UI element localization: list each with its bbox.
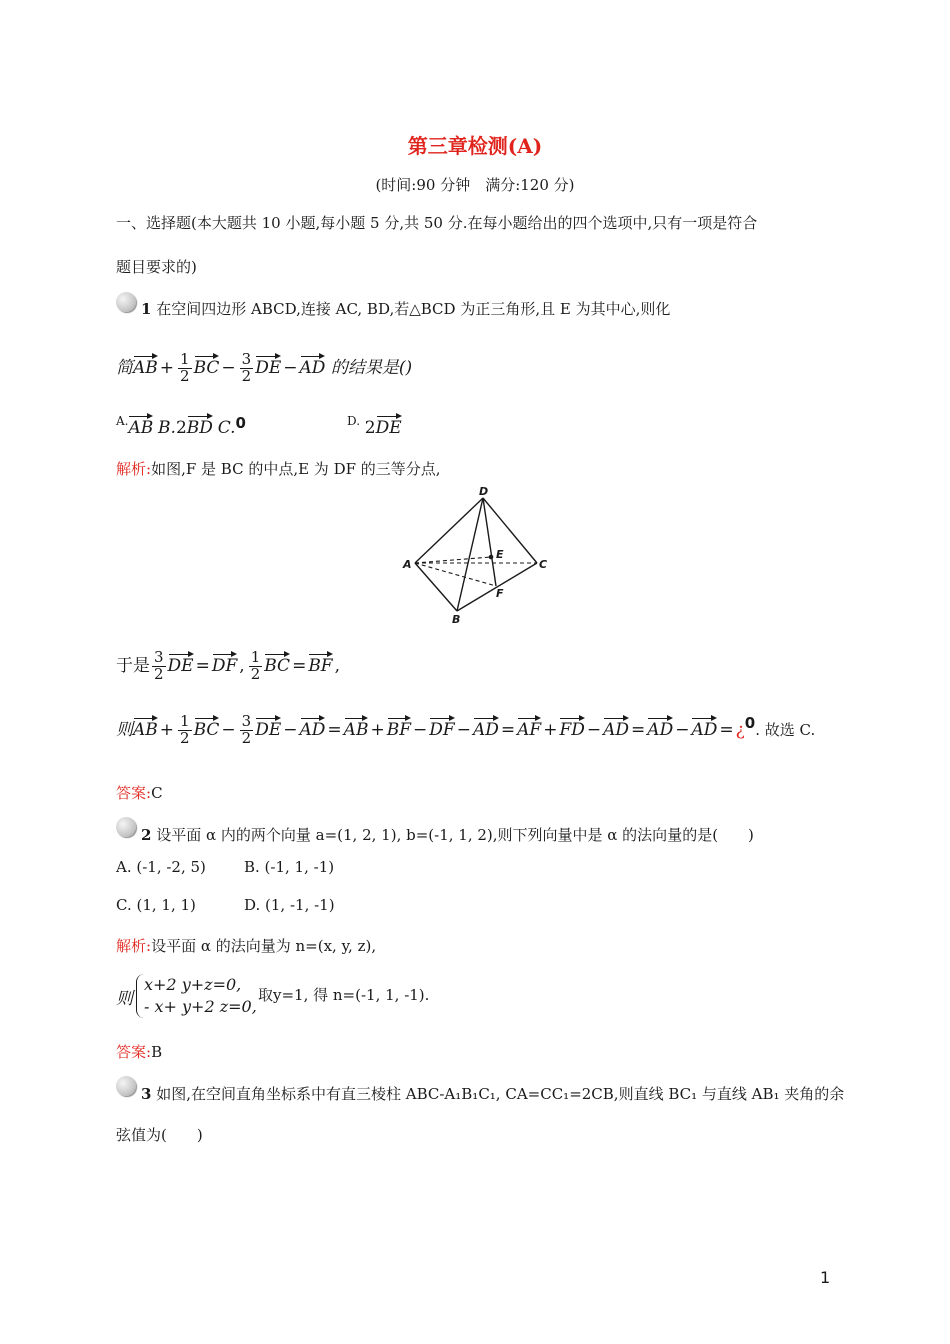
fraction-three-halves: $\frac{3}{2}$: [241, 350, 252, 385]
q2-option-d: D. (1, -1, -1): [244, 896, 335, 914]
vector-bf: BF: [308, 652, 332, 676]
section-heading: 一、选择题(本大题共 10 小题,每小题 5 分,共 50 分.在每小题给出的四个选项中,只有一项是符合: [116, 214, 758, 232]
expr-suffix: 的结果是(): [330, 357, 413, 378]
question-number: 3: [141, 1085, 152, 1103]
comma: ,: [239, 655, 245, 676]
vector-bc: BC: [264, 652, 290, 676]
conclusion-text: . 故选 C.: [755, 720, 816, 739]
answer-value: C: [151, 784, 163, 802]
equation-2: - x+ y+2 z=0,: [144, 997, 257, 1016]
label-f: F: [496, 587, 504, 600]
q1-step-2: [116, 714, 815, 747]
question-marker-icon: [116, 292, 136, 312]
q2-answer: [116, 1041, 162, 1062]
question-3-stem-cont: 弦值为( ): [116, 1126, 203, 1144]
minus-sign: −: [675, 719, 690, 740]
option-a-vector: AB: [128, 414, 153, 438]
question-2-stem: [141, 824, 754, 845]
minus-sign: −: [586, 719, 602, 740]
fraction-three-halves: $\frac{3}{2}$: [154, 648, 164, 683]
vector-ad: AD: [691, 716, 717, 740]
equals-sign: =: [292, 655, 307, 676]
answer-label: 答案:: [116, 784, 152, 802]
vector-ab: AB: [133, 716, 158, 740]
minus-sign: −: [283, 719, 298, 740]
vector-ad: AD: [603, 716, 629, 740]
fraction-one-half: $\frac{1}{2}$: [250, 648, 261, 683]
option-c-label: C.: [217, 418, 236, 438]
vector-ab: AB: [133, 354, 158, 378]
label-d: D: [479, 485, 489, 498]
exam-info: (时间:90 分钟 满分:120 分): [375, 176, 575, 194]
equation-1: x+2 y+z=0,: [144, 975, 242, 994]
q1-options-abc: [116, 414, 246, 438]
vector-bf: BF: [387, 716, 411, 740]
plus-sign: +: [370, 719, 385, 740]
q2-option-b: B. (-1, 1, -1): [244, 858, 335, 876]
step-prefix: 于是: [116, 655, 150, 676]
vector-ad: AD: [473, 716, 499, 740]
question-marker-icon: [116, 1076, 136, 1096]
vector-bc: BC: [194, 716, 220, 740]
question-number: 1: [141, 300, 152, 318]
vector-de: DE: [255, 716, 281, 740]
point-e: [489, 555, 494, 560]
edge-da: [415, 498, 483, 563]
q1-option-d: [347, 414, 402, 438]
analysis-label: 解析:: [116, 937, 152, 955]
q1-expression: [116, 352, 412, 385]
vector-df: DF: [429, 716, 454, 740]
vector-de: DE: [168, 652, 194, 676]
vector-bc: BC: [194, 354, 220, 378]
question-3-stem: [141, 1083, 844, 1104]
question-marker-icon: [116, 817, 136, 837]
question-text: 设平面 α 内的两个向量 a=(1, 2, 1), b=(-1, 1, 2),则下列向量中是 α 的法向量的是( ): [156, 826, 754, 844]
minus-sign: −: [413, 719, 428, 740]
vector-de: DE: [255, 354, 281, 378]
q2-option-a: A. (-1, -2, 5): [116, 858, 206, 876]
question-number: 2: [141, 826, 152, 844]
q2-analysis: [116, 935, 376, 956]
q2-system-tail: 取y=1, 得 n=(-1, 1, -1).: [258, 986, 430, 1004]
vector-ad: AD: [300, 716, 326, 740]
analysis-text: 设平面 α 的法向量为 n=(x, y, z),: [151, 937, 377, 955]
tetrahedron-figure: [395, 480, 555, 630]
question-text: 如图,在空间直角坐标系中有直三棱柱 ABC-A₁B₁C₁, CA=CC₁=2CB,则直线 BC₁ 与直线 AB₁ 夹角的余: [156, 1085, 845, 1103]
equals-sign: =: [195, 655, 210, 676]
minus-sign: −: [221, 357, 236, 378]
option-b-coef: 2: [175, 418, 187, 438]
equals-sign: =: [500, 719, 516, 740]
label-a: A: [403, 558, 412, 571]
option-c-value: 0: [235, 414, 246, 432]
page-title: 第三章检测(A): [407, 134, 543, 158]
label-e: E: [496, 548, 504, 561]
plus-sign: +: [159, 357, 175, 378]
q2-system-prefix: 则: [116, 989, 133, 1009]
option-d-label: D.: [347, 414, 361, 428]
q2-option-c: C. (1, 1, 1): [116, 896, 196, 914]
answer-value: B: [151, 1043, 163, 1061]
vector-af: AF: [517, 716, 541, 740]
vector-ad: AD: [300, 354, 326, 378]
label-b: B: [452, 613, 461, 626]
option-b-label: B.: [158, 418, 176, 438]
unknown-glyph: ¿: [735, 719, 745, 740]
q1-answer: [116, 782, 163, 803]
option-a-label: A.: [116, 414, 129, 428]
q2-equation-system: [136, 974, 257, 1018]
minus-sign: −: [283, 357, 298, 378]
label-c: C: [539, 558, 548, 571]
equals-sign: =: [719, 719, 734, 740]
page-number: 1: [820, 1268, 831, 1287]
question-text: 在空间四边形 ABCD,连接 AC, BD,若△BCD 为正三角形,且 E 为其中心,则化: [156, 300, 671, 318]
option-b-vector: BD: [187, 414, 213, 438]
option-d-coef: 2: [364, 418, 376, 438]
section-heading-cont: 题目要求的): [116, 258, 197, 276]
equals-sign: =: [327, 719, 342, 740]
edge-db: [457, 498, 483, 611]
analysis-text: 如图,F 是 BC 的中点,E 为 DF 的三等分点,: [151, 460, 441, 478]
option-d-vector: DE: [376, 414, 402, 438]
comma: ,: [334, 655, 341, 676]
vector-ab: AB: [344, 716, 369, 740]
equals-sign: =: [631, 719, 646, 740]
zero-vector: 0: [744, 714, 756, 732]
q1-analysis: [116, 458, 441, 479]
fraction-one-half: $\frac{1}{2}$: [180, 712, 190, 747]
vector-fd: FD: [559, 716, 584, 740]
minus-sign: −: [456, 719, 471, 740]
plus-sign: +: [543, 719, 558, 740]
answer-label: 答案:: [116, 1043, 152, 1061]
plus-sign: +: [159, 719, 175, 740]
step-prefix: 则: [116, 719, 133, 740]
expr-prefix: 简: [116, 357, 133, 378]
minus-sign: −: [221, 719, 236, 740]
q1-step-1: [116, 650, 342, 683]
fraction-three-halves: $\frac{3}{2}$: [241, 712, 252, 747]
analysis-label: 解析:: [116, 460, 152, 478]
vector-ad: AD: [647, 716, 673, 740]
segment-af-hidden: [415, 563, 496, 586]
fraction-one-half: $\frac{1}{2}$: [180, 350, 190, 385]
vector-df: DF: [212, 652, 237, 676]
edge-ab: [415, 563, 457, 611]
question-1-stem: [141, 298, 670, 319]
segment-ae-hidden: [415, 557, 491, 563]
